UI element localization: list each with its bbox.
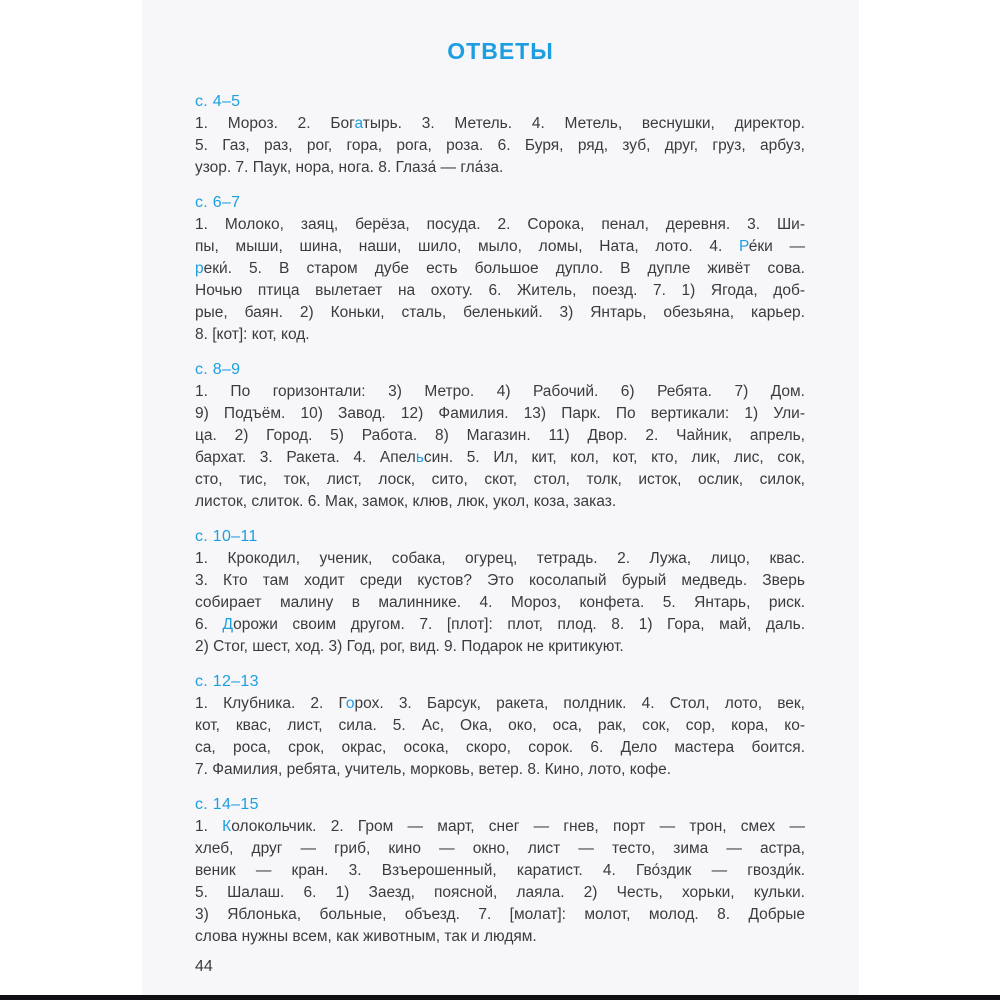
highlight-letter: р xyxy=(195,260,204,277)
answer-section xyxy=(195,526,805,658)
answer-line: 3) Яблонька, больные, объезд. 7. [молат]: молот, молод. 8. Добрые xyxy=(195,906,805,923)
answer-line: 3. Кто там ходит среди кустов? Это косолапый бурый медведь. Зверь xyxy=(195,572,805,589)
answer-line: реки́. 5. В старом дубе есть большое дупло. В дупле живёт сова. xyxy=(195,260,805,277)
highlight-letter: о xyxy=(345,695,355,712)
highlight-letter: Р xyxy=(739,238,749,255)
highlight-letter: Д xyxy=(222,616,234,633)
answer-line: 1. По горизонтали: 3) Метро. 4) Рабочий. 6) Ребята. 7) Дом. xyxy=(195,383,805,400)
answer-line: 1. Колокольчик. 2. Гром — март, снег — гнев, порт — трон, смех — xyxy=(195,818,805,835)
answer-line: са, роса, срок, окрас, осока, скоро, сорок. 6. Дело мастера боится. xyxy=(195,739,805,756)
highlight-letter: К xyxy=(222,818,232,835)
answer-line: кот, квас, лист, сила. 5. Ас, Ока, око, оса, рак, сок, сор, кора, ко- xyxy=(195,717,805,734)
highlight-letter: а xyxy=(354,115,363,132)
answer-line: ца. 2) Город. 5) Работа. 8) Магазин. 11) Двор. 2. Чайник, апрель, xyxy=(195,427,805,444)
answer-line: 1. Молоко, заяц, берёза, посуда. 2. Сорока, пенал, деревня. 3. Ши- xyxy=(195,216,805,233)
answer-line: пы, мыши, шина, наши, шило, мыло, ломы, Ната, лото. 4. Ре́ки — xyxy=(195,238,805,255)
answer-line: 7. Фамилия, ребята, учитель, морковь, ветер. 8. Кино, лото, кофе. xyxy=(195,761,672,778)
answer-line: Ночью птица вылетает на охоту. 6. Житель, поезд. 7. 1) Ягода, доб- xyxy=(195,282,805,299)
page-title: ОТВЕТЫ xyxy=(447,38,554,64)
section-page-ref: с. 8–9 xyxy=(195,361,241,378)
answer-section xyxy=(195,192,805,346)
answer-line: 5. Газ, раз, рог, гора, рога, роза. 6. Буря, ряд, зуб, друг, груз, арбуз, xyxy=(195,137,805,154)
answer-line: слова нужны всем, как животным, так и людям. xyxy=(195,928,537,945)
page-number: 44 xyxy=(195,958,213,975)
answer-line: бархат. 3. Ракета. 4. Апельсин. 5. Ил, кит, кол, кот, кто, лик, лис, сок, xyxy=(195,449,806,466)
answer-section xyxy=(195,671,805,781)
answer-line: хлеб, друг — гриб, кино — окно, лист — тесто, зима — астра, xyxy=(195,840,805,857)
answer-line: 9) Подъём. 10) Завод. 12) Фамилия. 13) Парк. По вертикали: 1) Ули- xyxy=(195,405,805,422)
answer-line: 1. Крокодил, ученик, собака, огурец, тетрадь. 2. Лужа, лицо, квас. xyxy=(195,550,805,567)
highlight-letter: ь xyxy=(415,449,424,466)
answer-line: листок, слиток. 6. Мак, замок, клюв, люк, укол, коза, заказ. xyxy=(195,493,617,510)
answer-line: 5. Шалаш. 6. 1) Заезд, поясной, лаяла. 2) Честь, хорьки, кульки. xyxy=(195,884,805,901)
answer-line: 8. [кот]: кот, код. xyxy=(195,326,310,343)
answers-list xyxy=(195,91,805,948)
answer-line: 6. Дорожи своим другом. 7. [плот]: плот, плод. 8. 1) Гора, май, даль. xyxy=(195,616,806,633)
answer-line: сто, тис, ток, лист, лоск, сито, скот, стол, толк, исток, ослик, силок, xyxy=(195,471,805,488)
answer-line: рые, баян. 2) Коньки, сталь, беленький. 3) Янтарь, обезьяна, карьер. xyxy=(195,304,805,321)
section-page-ref: с. 4–5 xyxy=(195,93,241,110)
footer-bar xyxy=(0,995,1000,1000)
answer-section xyxy=(195,359,805,513)
answer-line: 1. Клубника. 2. Горох. 3. Барсук, ракета, полдник. 4. Стол, лото, век, xyxy=(195,695,805,712)
answer-line: собирает малину в малиннике. 4. Мороз, конфета. 5. Янтарь, риск. xyxy=(195,594,805,611)
section-page-ref: с. 14–15 xyxy=(195,796,259,813)
answer-line: веник — кран. 3. Взъерошенный, каратист. 4. Гво́здик — гвозди́к. xyxy=(195,862,805,879)
section-page-ref: с. 10–11 xyxy=(195,528,258,545)
answer-section xyxy=(195,91,805,179)
section-page-ref: с. 6–7 xyxy=(195,194,241,211)
section-page-ref: с. 12–13 xyxy=(195,673,259,690)
book-page xyxy=(142,0,859,995)
answer-line: 2) Стог, шест, ход. 3) Год, рог, вид. 9. Подарок не критикуют. xyxy=(195,638,624,655)
answer-line: узор. 7. Паук, нора, нога. 8. Глаза́ — гла́за. xyxy=(195,159,504,176)
answer-line: 1. Мороз. 2. Богатырь. 3. Метель. 4. Метель, веснушки, директор. xyxy=(195,115,805,132)
answer-section xyxy=(195,794,805,948)
